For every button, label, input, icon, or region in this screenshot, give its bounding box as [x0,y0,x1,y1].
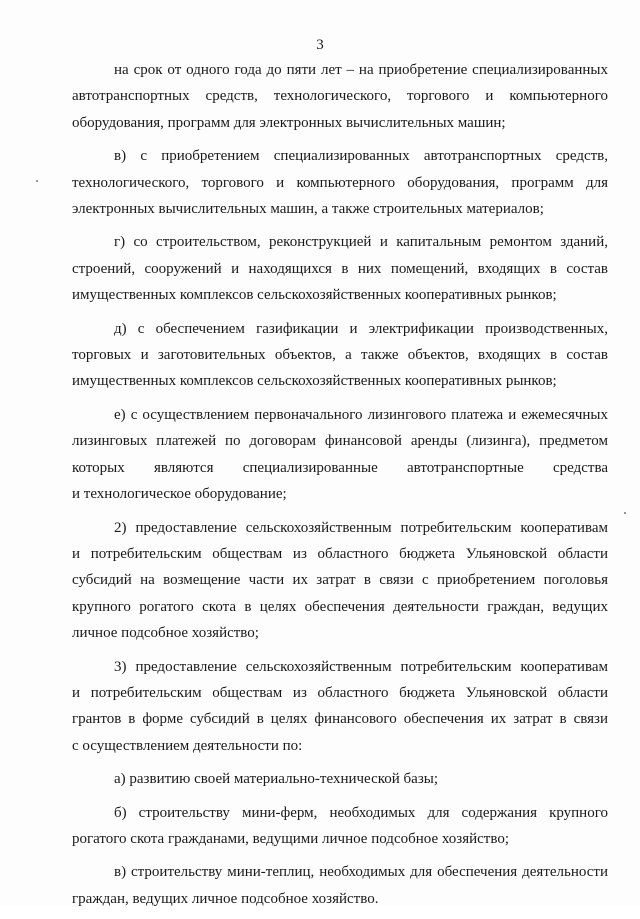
text-line: технологического, торгового и компьютерного оборудования, программ для [72,174,608,191]
text-line: торговых и заготовительных объектов, а также объектов, входящих в состав [72,347,608,364]
text-line: б) строительству мини-ферм, необходимых для содержания крупного [114,804,608,821]
text-line: крупного рогатого скота в целях обеспечения деятельности граждан, ведущих [72,598,608,615]
paragraph-item-e [72,402,608,508]
text-line: е) с осуществлением первоначального лизингового платежа и ежемесячных [114,406,608,423]
document-body [72,57,608,919]
text-line: 3) предоставление сельскохозяйственным потребительским кооперативам [114,658,608,675]
text-line: граждан, ведущих личное подсобное хозяйство. [72,890,379,907]
text-line: рогатого скота гражданами, ведущими личное подсобное хозяйство; [72,830,509,847]
text-line: субсидий на возмещение части их затрат в связи с приобретением поголовья [72,572,608,589]
text-line: д) с обеспечением газификации и электрификации производственных, [114,320,608,337]
text-line: и потребительским обществам из областного бюджета Ульяновской области [72,684,608,701]
paragraph-item-g [72,229,608,308]
text-line: электронных вычислительных машин, а также строительных материалов; [72,201,544,218]
page-number: 3 [316,37,324,53]
text-line: лизинговых платежей по договорам финансовой аренды (лизинга), предметом [72,433,608,450]
paragraph-item-d [72,316,608,395]
text-line: и технологическое оборудование; [72,486,287,503]
text-line: имущественных комплексов сельскохозяйственных кооперативных рынков; [72,373,557,390]
text-line: на срок от одного года до пяти лет – на приобретение специализированных [114,62,608,78]
paragraph-item-a [72,766,608,792]
paragraph-item-v [72,143,608,222]
text-line: и потребительским обществам из областного бюджета Ульяновской области [72,545,608,562]
text-line: в) с приобретением специализированных автотранспортных средств, [114,148,608,165]
text-line: строений, сооружений и находящихся в них помещений, входящих в состав [72,260,608,277]
text-line: оборудования, программ для электронных вычислительных машин; [72,114,506,131]
text-line: автотранспортных средств, технологического, торгового и компьютерного [72,88,608,105]
scan-speck [624,512,626,514]
scan-speck [36,180,38,182]
text-line: с осуществлением деятельности по: [72,737,303,754]
paragraph-item-v2 [72,859,608,912]
text-line: 2) предоставление сельскохозяйственным потребительским кооперативам [114,519,608,536]
text-line: а) развитию своей материально-технической базы; [114,771,438,788]
text-line: личное подсобное хозяйство; [72,625,259,642]
paragraph-item-b [72,800,608,853]
text-line: г) со строительством, реконструкцией и капитальным ремонтом зданий, [114,234,608,251]
paragraph-item-3 [72,654,608,760]
text-line: в) строительству мини-теплиц, необходимых для обеспечения деятельности [114,864,608,881]
paragraph-item-2 [72,515,608,647]
text-line: имущественных комплексов сельскохозяйственных кооперативных рынков; [72,287,557,304]
text-line: грантов в форме субсидий в целях финансового обеспечения их затрат в связи [72,711,608,728]
paragraph-term-purchase [72,57,608,136]
text-line: которых являются специализированные автотранспортные средства [72,459,608,476]
